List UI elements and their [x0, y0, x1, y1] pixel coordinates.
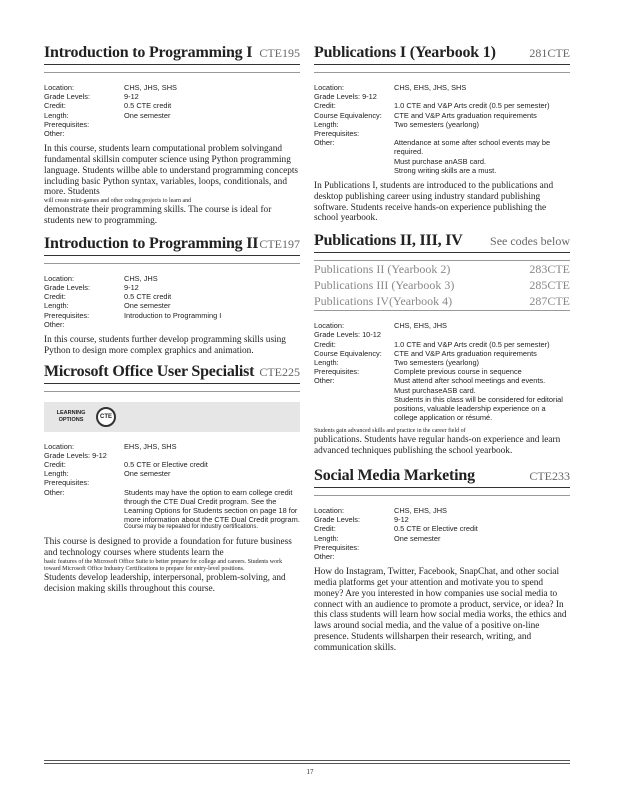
- info-value: Complete previous course in sequence: [394, 367, 522, 377]
- info-row: [314, 166, 570, 175]
- course-title: Social Media Marketing: [314, 467, 475, 485]
- course-title: Publications II, III, IV: [314, 232, 463, 250]
- info-row: [314, 534, 570, 543]
- info-value: CHS, EHS, JHS: [394, 321, 447, 331]
- info-row: [314, 330, 570, 339]
- info-row: [314, 138, 570, 156]
- description-small-text: will create mini-games and other coding projects to learn and: [44, 198, 192, 205]
- info-value: CHS, JHS: [124, 273, 158, 283]
- info-label: Prerequisites:: [314, 367, 360, 377]
- course-info: [314, 83, 570, 175]
- info-row: [44, 83, 300, 92]
- info-row: [44, 320, 300, 329]
- info-value: [394, 330, 570, 339]
- info-label: [314, 157, 394, 166]
- description-text: publications. Students have regular hands-on experience and learn advanced techniques publishing the school yearbook.: [314, 435, 561, 457]
- info-label: [314, 395, 394, 423]
- description-small-text: basic features of the Microsoft Office Suite to better prepare for college and careers. Students work toward Microsoft Office Industry Certifications to prepare for entry-level positions.: [44, 559, 283, 573]
- info-value: [124, 120, 300, 129]
- divider: [44, 386, 300, 392]
- course-description: How do Instagram, Twitter, Facebook, SnapChat, and other social media platforms get your attention and motivate you to spend money? Are you interested in how companies use social media to connect with an audience to promote a product, service, or idea? In this class students will learn how social media works, the ethics and laws around social media, and the value of a positive on-line presence. Students willsharpen their research, writing, and communication skills.: [314, 567, 567, 653]
- info-row: [314, 524, 570, 533]
- course-code: 281CTE: [529, 46, 570, 60]
- info-row: [314, 157, 570, 166]
- info-row: [314, 321, 570, 330]
- info-value: Attendance at some after school events may be required.: [394, 138, 551, 157]
- info-value: [394, 129, 570, 138]
- info-row: [44, 478, 300, 487]
- info-label: Length:: [314, 533, 339, 543]
- info-row: [44, 283, 300, 292]
- info-value: CHS, JHS, SHS: [124, 83, 177, 92]
- course-intro-programming-1: [44, 44, 300, 227]
- sub-course: [314, 261, 570, 277]
- info-row: [314, 101, 570, 110]
- divider: [314, 490, 570, 496]
- course-info: [314, 321, 570, 422]
- footer-rule: [44, 763, 570, 764]
- course-publications-2-4: [314, 232, 570, 457]
- info-row: [44, 524, 300, 531]
- info-label: Grade Levels:: [44, 92, 91, 102]
- info-value: 1.0 CTE and V&P Arts credit (0.5 per semester): [394, 339, 550, 349]
- info-label: Grade Levels:: [44, 283, 91, 292]
- sub-course-title: Publications II (Yearbook 2): [314, 262, 451, 277]
- course-social-media-marketing: [314, 467, 570, 654]
- info-value: Two semesters (yearlong): [394, 119, 480, 129]
- info-value: Two semesters (yearlong): [394, 358, 480, 368]
- info-value: [394, 552, 570, 561]
- course-info: [44, 274, 300, 329]
- course-info: [44, 83, 300, 138]
- info-label: Location:: [314, 83, 344, 92]
- info-label: Location:: [314, 506, 344, 516]
- info-value: CTE and V&P Arts graduation requirements: [394, 348, 537, 358]
- info-value: One semester: [124, 110, 171, 120]
- info-label: Grade Levels: 9-12: [314, 92, 377, 102]
- info-row: [44, 460, 300, 469]
- info-row: [314, 358, 570, 367]
- course-code: See codes below: [490, 234, 570, 249]
- info-value: 0.5 CTE or Elective credit: [124, 460, 208, 470]
- info-value: [124, 320, 300, 329]
- info-label: Course Equivalency:: [314, 348, 382, 358]
- sub-course-code: 287CTE: [529, 294, 570, 309]
- sub-course-title: Publications III (Yearbook 3): [314, 278, 455, 293]
- info-value: Course may be repeated for industry certifications.: [124, 524, 259, 531]
- info-label: Grade Levels: 10-12: [314, 330, 381, 340]
- info-label: Prerequisites:: [314, 542, 360, 552]
- info-row: [44, 292, 300, 301]
- info-label: Prerequisites:: [44, 119, 90, 129]
- info-row: [314, 129, 570, 138]
- info-value: EHS, JHS, SHS: [124, 441, 177, 451]
- right-column: [314, 44, 570, 660]
- sub-course: [314, 277, 570, 293]
- info-row: [44, 442, 300, 451]
- sub-course: [314, 293, 570, 309]
- info-label: [314, 166, 394, 175]
- info-value: Must attend after school meetings and events.: [394, 376, 546, 386]
- info-row: [44, 101, 300, 110]
- info-label: Credit:: [314, 524, 336, 534]
- course-description: In Publications I, students are introduced to the publications and desktop publishing career using industry standard publishing software. Students receive hands-on experience publishing the school yearbook.: [314, 181, 554, 224]
- info-row: [314, 349, 570, 358]
- info-label: Credit:: [44, 101, 66, 111]
- info-row: [44, 120, 300, 129]
- info-row: [44, 469, 300, 478]
- course-header: [314, 44, 570, 65]
- info-value: [124, 451, 300, 460]
- info-row: [314, 92, 570, 101]
- info-value: Must purchase anASB card.: [394, 156, 487, 166]
- description-text: Students develop leadership, interpersonal, problem-solving, and decision making skills throughout this course.: [44, 573, 286, 594]
- course-title: Introduction to Programming II: [44, 234, 259, 252]
- divider: [314, 67, 570, 73]
- info-label: Credit:: [44, 292, 66, 302]
- course-description: In this course, students further develop programming skills using Python to design more complex graphics and animation.: [44, 335, 286, 356]
- learning-options-label: LEARNING OPTIONS: [56, 409, 86, 423]
- info-label: Other:: [314, 376, 335, 386]
- info-label: [44, 524, 124, 531]
- info-label: Prerequisites:: [44, 310, 90, 320]
- info-value: Students may have the option to earn college credit through the CTE Dual Credit program. See the Learning Options for Students section on page 18 for more information about the CTE Dual Credit program.: [124, 487, 300, 525]
- info-row: [314, 83, 570, 92]
- course-info: [314, 506, 570, 561]
- course-code: CTE195: [259, 46, 300, 60]
- info-value: CHS, EHS, JHS, SHS: [394, 83, 467, 92]
- info-label: Length:: [314, 119, 339, 129]
- course-header: [314, 232, 570, 253]
- info-value: [394, 92, 570, 101]
- info-row: [314, 506, 570, 515]
- info-value: Students in this class will be considered for editorial positions, valuable leadership experience on a college application or résumé.: [394, 394, 563, 423]
- info-row: [314, 376, 570, 385]
- info-value: One semester: [394, 533, 441, 543]
- course-code: CTE225: [259, 364, 300, 379]
- info-value: [124, 129, 300, 138]
- info-label: Length:: [44, 301, 69, 311]
- course-description: [314, 428, 570, 457]
- info-row: [44, 111, 300, 120]
- description-text: demonstrate their programming skills. The course is ideal for students new to programming.: [44, 205, 272, 226]
- info-row: [44, 129, 300, 138]
- course-code: CTE197: [259, 236, 300, 251]
- info-label: Prerequisites:: [44, 478, 90, 488]
- info-label: Location:: [44, 441, 74, 451]
- info-value: [394, 543, 570, 552]
- info-row: [314, 395, 570, 423]
- info-value: Introduction to Programming I: [124, 310, 222, 320]
- info-value: Must purchaseASB card.: [394, 385, 476, 395]
- info-label: Other:: [44, 319, 65, 329]
- info-row: [314, 340, 570, 349]
- course-microsoft-office: [44, 363, 300, 595]
- learning-options-box: [44, 402, 300, 432]
- course-header: [44, 363, 300, 384]
- info-value: CHS, EHS, JHS: [394, 506, 447, 516]
- cte-badge-icon: CTE: [96, 407, 116, 427]
- info-label: Other:: [44, 129, 65, 139]
- info-label: Location:: [44, 273, 74, 283]
- info-label: Credit:: [44, 460, 66, 470]
- info-value: 9-12: [124, 283, 139, 292]
- info-label: Length:: [44, 110, 69, 120]
- info-label: Location:: [44, 83, 74, 92]
- divider: [44, 67, 300, 73]
- info-label: Credit:: [314, 101, 336, 111]
- info-value: 9-12: [124, 92, 139, 102]
- info-label: Other:: [314, 552, 335, 562]
- description-text: In this course, students learn computational problem solvingand fundamental skillsin computer science using Python programming language. Students willbe able to understand programming concepts including basic Python syntax, variables, loops, conditionals, and more. Students: [44, 144, 299, 198]
- info-row: [314, 386, 570, 395]
- description-text: This course is designed to provide a foundation for future business and technology courses where students learn the: [44, 537, 292, 559]
- info-label: Credit:: [314, 339, 336, 349]
- description-small-text: Students gain advanced skills and practice in the career field of: [314, 428, 466, 435]
- info-row: [44, 311, 300, 320]
- course-info: [44, 442, 300, 532]
- page-number: 17: [306, 768, 314, 776]
- info-label: Length:: [44, 469, 69, 479]
- course-title: Publications I (Yearbook 1): [314, 44, 496, 61]
- divider: [314, 309, 570, 311]
- info-row: [44, 274, 300, 283]
- course-description: [44, 144, 300, 227]
- info-label: Prerequisites:: [314, 129, 360, 139]
- info-value: 1.0 CTE and V&P Arts credit (0.5 per semester): [394, 101, 550, 111]
- info-row: [44, 92, 300, 101]
- info-row: [314, 111, 570, 120]
- info-row: [314, 543, 570, 552]
- info-row: [314, 120, 570, 129]
- info-value: One semester: [124, 469, 171, 479]
- info-value: 0.5 CTE credit: [124, 292, 172, 302]
- info-row: [314, 515, 570, 524]
- course-intro-programming-2: [44, 235, 300, 357]
- info-label: Course Equivalency:: [314, 110, 382, 120]
- sub-course-list: [314, 261, 570, 309]
- info-row: [44, 301, 300, 310]
- info-label: Length:: [314, 358, 339, 368]
- course-code: CTE233: [529, 469, 570, 484]
- info-row: [44, 488, 300, 525]
- course-header: [44, 235, 300, 256]
- info-label: [314, 386, 394, 395]
- info-value: Strong writing skills are a must.: [394, 165, 497, 175]
- sub-course-title: Publications IV(Yearbook 4): [314, 294, 453, 309]
- left-column: [44, 44, 300, 601]
- info-label: Grade Levels: 9-12: [44, 450, 107, 460]
- info-label: Location:: [314, 321, 344, 331]
- info-label: Grade Levels:: [314, 515, 361, 525]
- info-row: [314, 367, 570, 376]
- course-header: [314, 467, 570, 488]
- info-row: [314, 552, 570, 561]
- info-value: One semester: [124, 301, 171, 311]
- course-header: [44, 44, 300, 65]
- divider: [44, 258, 300, 264]
- sub-course-code: 283CTE: [529, 262, 570, 277]
- course-publications-1: [314, 44, 570, 224]
- course-title: Microsoft Office User Specialist: [44, 362, 255, 380]
- info-row: [44, 451, 300, 460]
- sub-course-code: 285CTE: [529, 278, 570, 293]
- info-value: [124, 478, 300, 487]
- course-description: [44, 537, 300, 594]
- footer-rule: [44, 760, 570, 761]
- info-value: 0.5 CTE or Elective credit: [394, 524, 478, 534]
- info-label: Other:: [44, 487, 65, 497]
- course-title: Introduction to Programming I: [44, 44, 253, 61]
- info-label: Other:: [314, 138, 335, 148]
- info-value: 0.5 CTE credit: [124, 101, 172, 111]
- info-value: CTE and V&P Arts graduation requirements: [394, 110, 537, 120]
- info-value: 9-12: [394, 515, 409, 525]
